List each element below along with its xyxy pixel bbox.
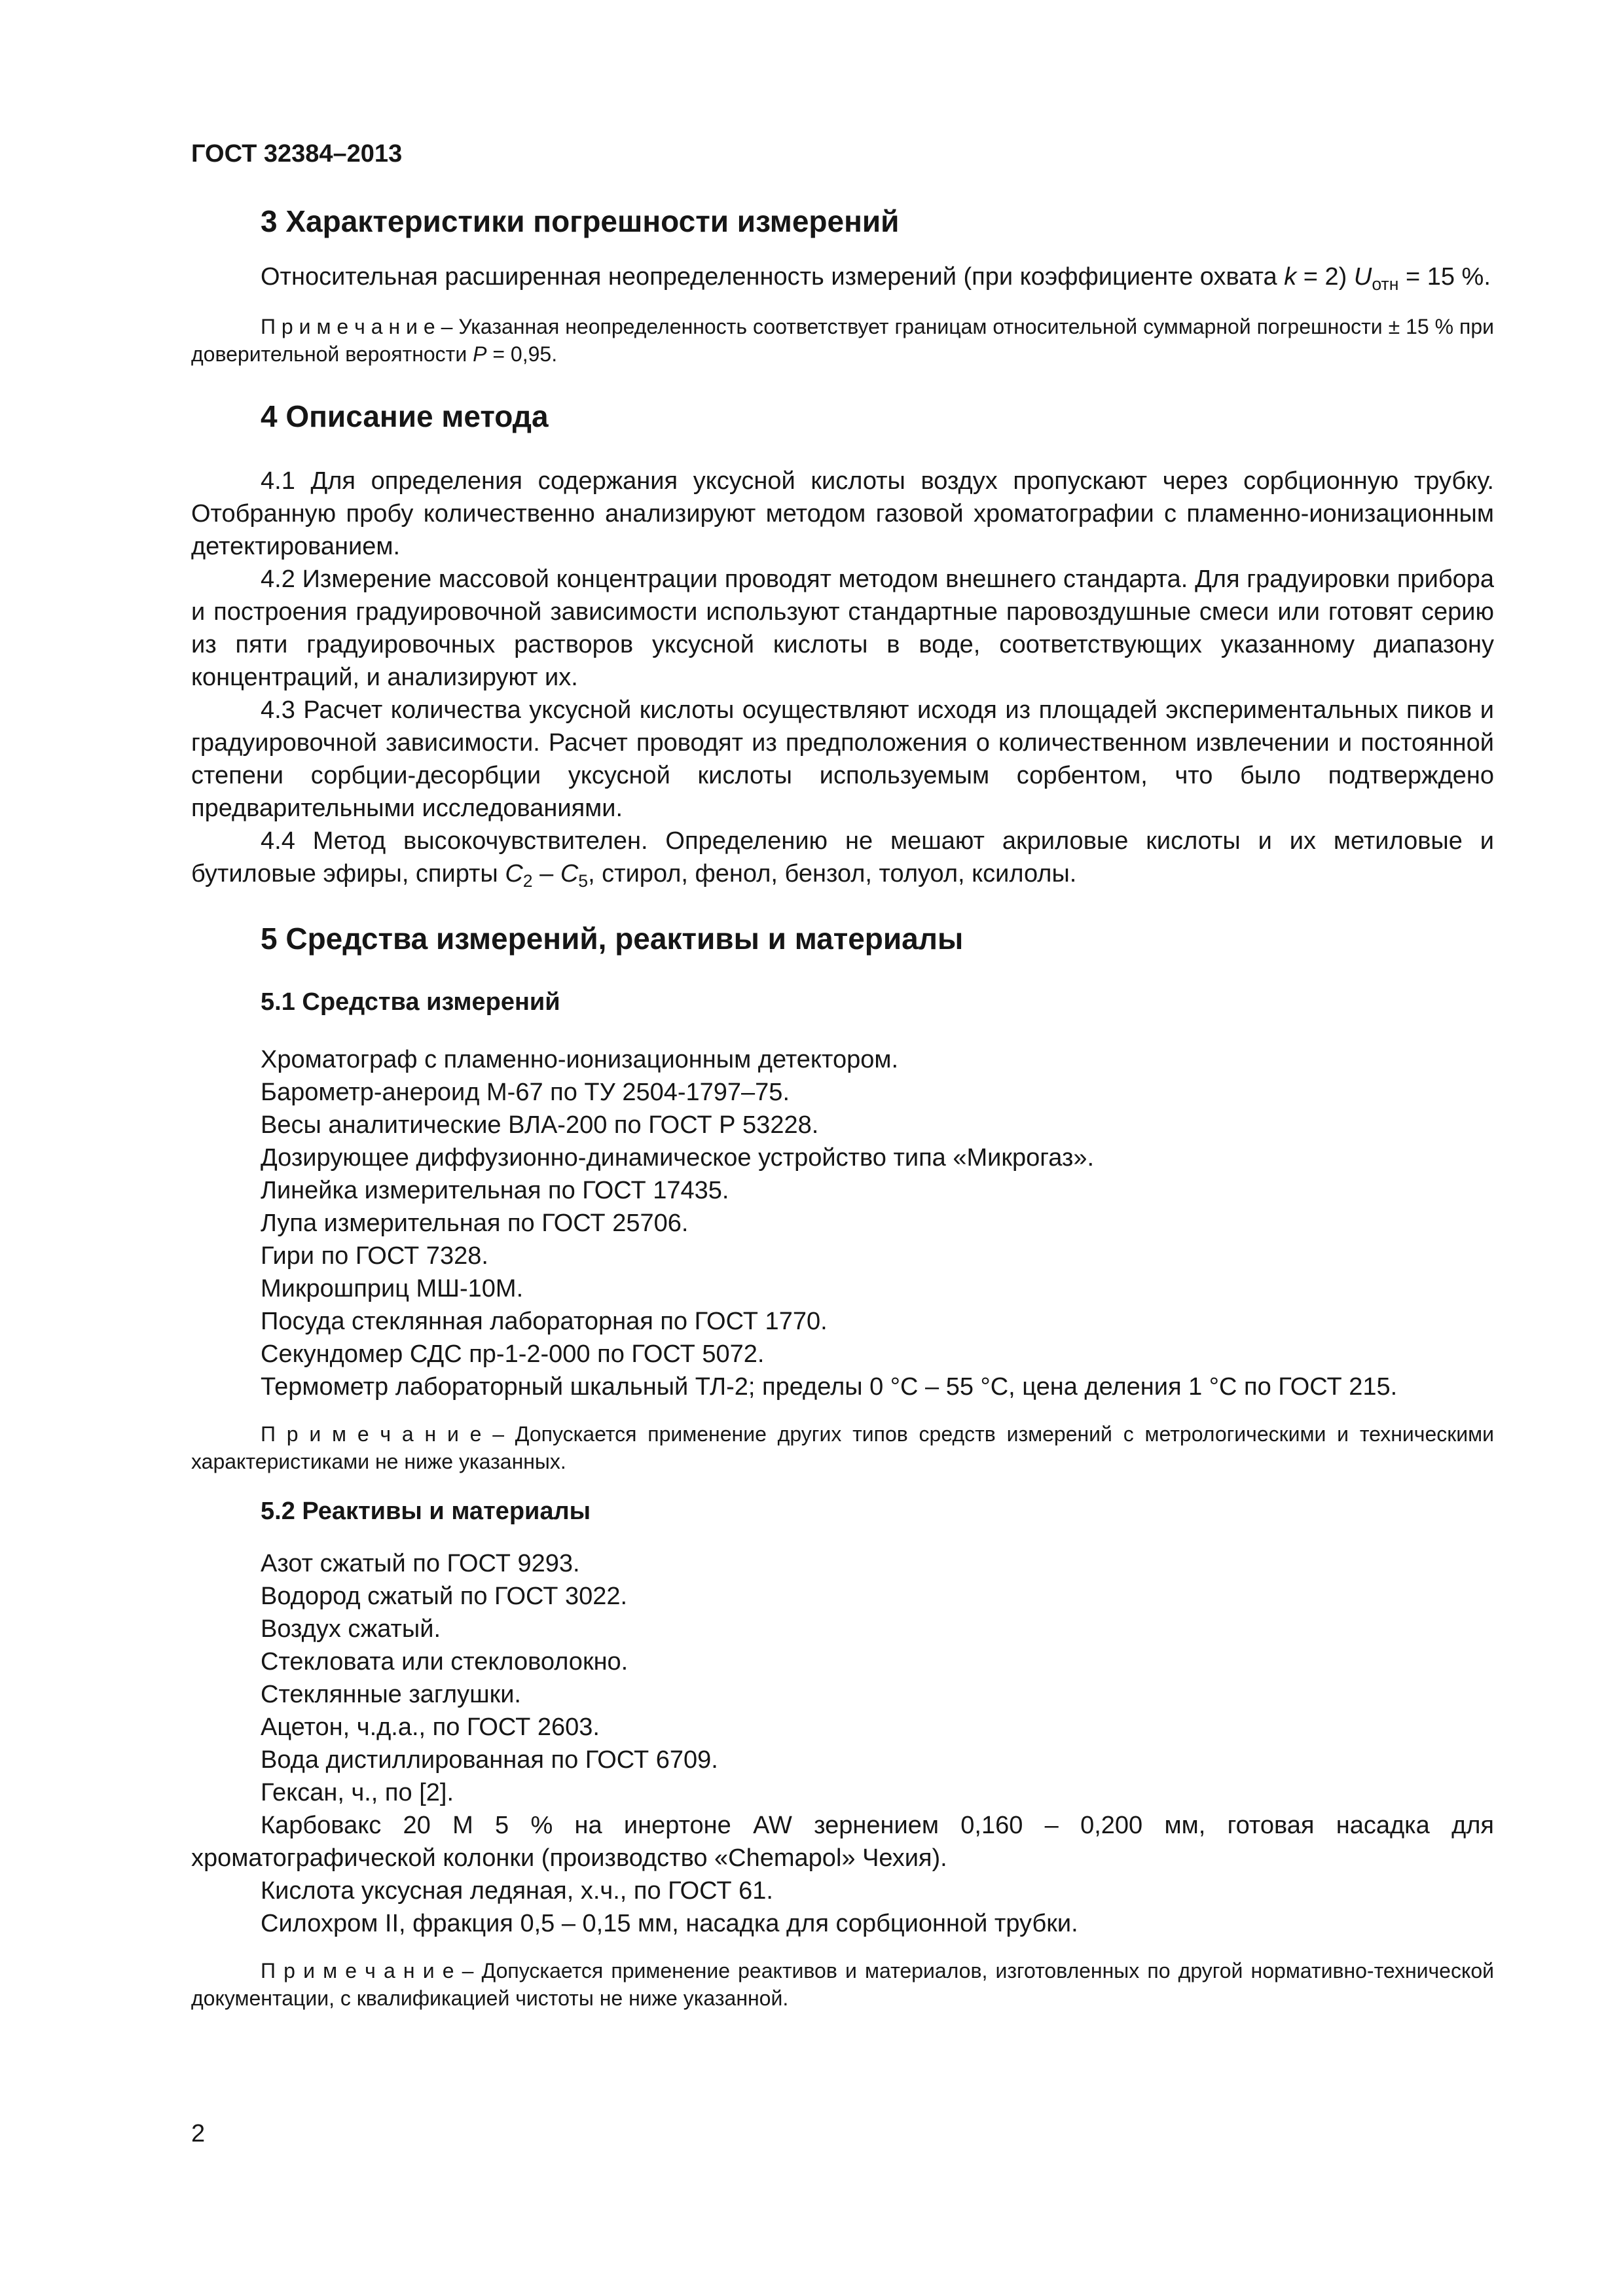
list-item: Воздух сжатый. bbox=[261, 1615, 441, 1643]
list-item: Секундомер СДС пр-1-2-000 по ГОСТ 5072. bbox=[261, 1340, 765, 1368]
subsection-5-1-note: П р и м е ч а н и е – Допускается применение других типов средств измерений с метрологическими и техническими характеристиками не ниже указанных. bbox=[191, 1422, 1495, 1473]
paragraph-4-2: 4.2 Измерение массовой концентрации проводят методом внешнего стандарта. Для градуировки прибора и построения градуировочной зависимости используют стандартные паровоздушные смеси или готовят серию из пяти градуировочных растворов уксусной кислоты в воде, соответствующих указанному диапазону концентраций, и анализируют их. bbox=[191, 565, 1494, 691]
list-item: Вода дистиллированная по ГОСТ 6709. bbox=[261, 1746, 718, 1774]
list-item: Стеклянные заглушки. bbox=[261, 1681, 521, 1708]
document-header: ГОСТ 32384–2013 bbox=[191, 140, 403, 168]
list-item: Хроматограф с пламенно-ионизационным детектором. bbox=[261, 1046, 899, 1073]
list-item: Термометр лабораторный шкальный ТЛ-2; пределы 0 °С – 55 °С, цена деления 1 °С по ГОСТ 215. bbox=[261, 1373, 1398, 1401]
section-3-note: П р и м е ч а н и е – Указанная неопределенность соответствует границам относительной суммарной погрешности ± 15 % при доверительной вероятности P = 0,95. bbox=[191, 315, 1495, 366]
section-4-title: 4 Описание метода bbox=[261, 399, 549, 433]
section-3-title: 3 Характеристики погрешности измерений bbox=[261, 204, 900, 238]
subsection-5-2-title: 5.2 Реактивы и материалы bbox=[261, 1498, 591, 1525]
list-item: Линейка измерительная по ГОСТ 17435. bbox=[261, 1177, 729, 1204]
paragraph-4-4: 4.4 Метод высокочувствителен. Определению не мешают акриловые кислоты и их метиловые и бутиловые эфиры, спирты $C_2 - C_5$, стирол, фенол, бензол, толуол, ксилолы. bbox=[191, 827, 1494, 891]
page-number: 2 bbox=[191, 2120, 206, 2147]
measurement-instruments-list bbox=[191, 1043, 1494, 1403]
list-item: Гексан, ч., по [2]. bbox=[261, 1779, 454, 1806]
section-5-title: 5 Средства измерений, реактивы и материалы bbox=[261, 922, 964, 956]
list-item: Силохром II, фракция 0,5 – 0,15 мм, насадка для сорбционной трубки. bbox=[261, 1910, 1078, 1937]
list-item: Ацетон, ч.д.а., по ГОСТ 2603. bbox=[261, 1713, 600, 1741]
subsection-5-2-note: П р и м е ч а н и е – Допускается применение реактивов и материалов, изготовленных по другой нормативно-технической документации, с квалификацией чистоты не ниже указанной. bbox=[191, 1959, 1495, 2010]
list-item: Азот сжатый по ГОСТ 9293. bbox=[261, 1550, 580, 1577]
list-item: Водород сжатый по ГОСТ 3022. bbox=[261, 1583, 628, 1610]
document-page bbox=[191, 137, 1494, 2012]
subsection-5-1-title: 5.1 Средства измерений bbox=[261, 988, 560, 1016]
list-item: Барометр-анероид М-67 по ТУ 2504-1797–75. bbox=[261, 1079, 790, 1106]
section-3-paragraph: Относительная расширенная неопределенность измерений (при коэффициенте охвата k = 2) $U_{отн} = 15$ %. bbox=[261, 263, 1491, 294]
list-item: Лупа измерительная по ГОСТ 25706. bbox=[261, 1210, 689, 1237]
paragraph-4-1: 4.1 Для определения содержания уксусной кислоты воздух пропускают через сорбционную трубку. Отобранную пробу количественно анализируют методом газовой хроматографии с пламенно-ионизационным детектированием. bbox=[191, 467, 1494, 560]
list-item: Кислота уксусная ледяная, х.ч., по ГОСТ 61. bbox=[261, 1877, 773, 1905]
list-item: Стекловата или стекловолокно. bbox=[261, 1648, 629, 1676]
list-item: Дозирующее диффузионно-динамическое устройство типа «Микрогаз». bbox=[261, 1144, 1095, 1172]
list-item: Микрошприц МШ-10М. bbox=[261, 1275, 524, 1302]
list-item: Посуда стеклянная лабораторная по ГОСТ 1770. bbox=[261, 1308, 828, 1335]
paragraph-4-3: 4.3 Расчет количества уксусной кислоты осуществляют исходя из площадей экспериментальных пиков и градуировочной зависимости. Расчет проводят из предположения о количественном извлечении и постоянной степени сорбции-десорбции уксусной кислоты используемым сорбентом, что было подтверждено предварительными исследованиями. bbox=[191, 696, 1494, 822]
list-item: Весы аналитические ВЛА-200 по ГОСТ Р 53228. bbox=[261, 1111, 819, 1139]
list-item: Гири по ГОСТ 7328. bbox=[261, 1242, 488, 1270]
reagents-list bbox=[191, 1547, 1494, 1940]
list-item: Карбовакс 20 М 5 % на инертоне AW зернением 0,160 – 0,200 мм, готовая насадка для хроматографической колонки (производство «Chemapol» Чехия). bbox=[191, 1812, 1494, 1872]
